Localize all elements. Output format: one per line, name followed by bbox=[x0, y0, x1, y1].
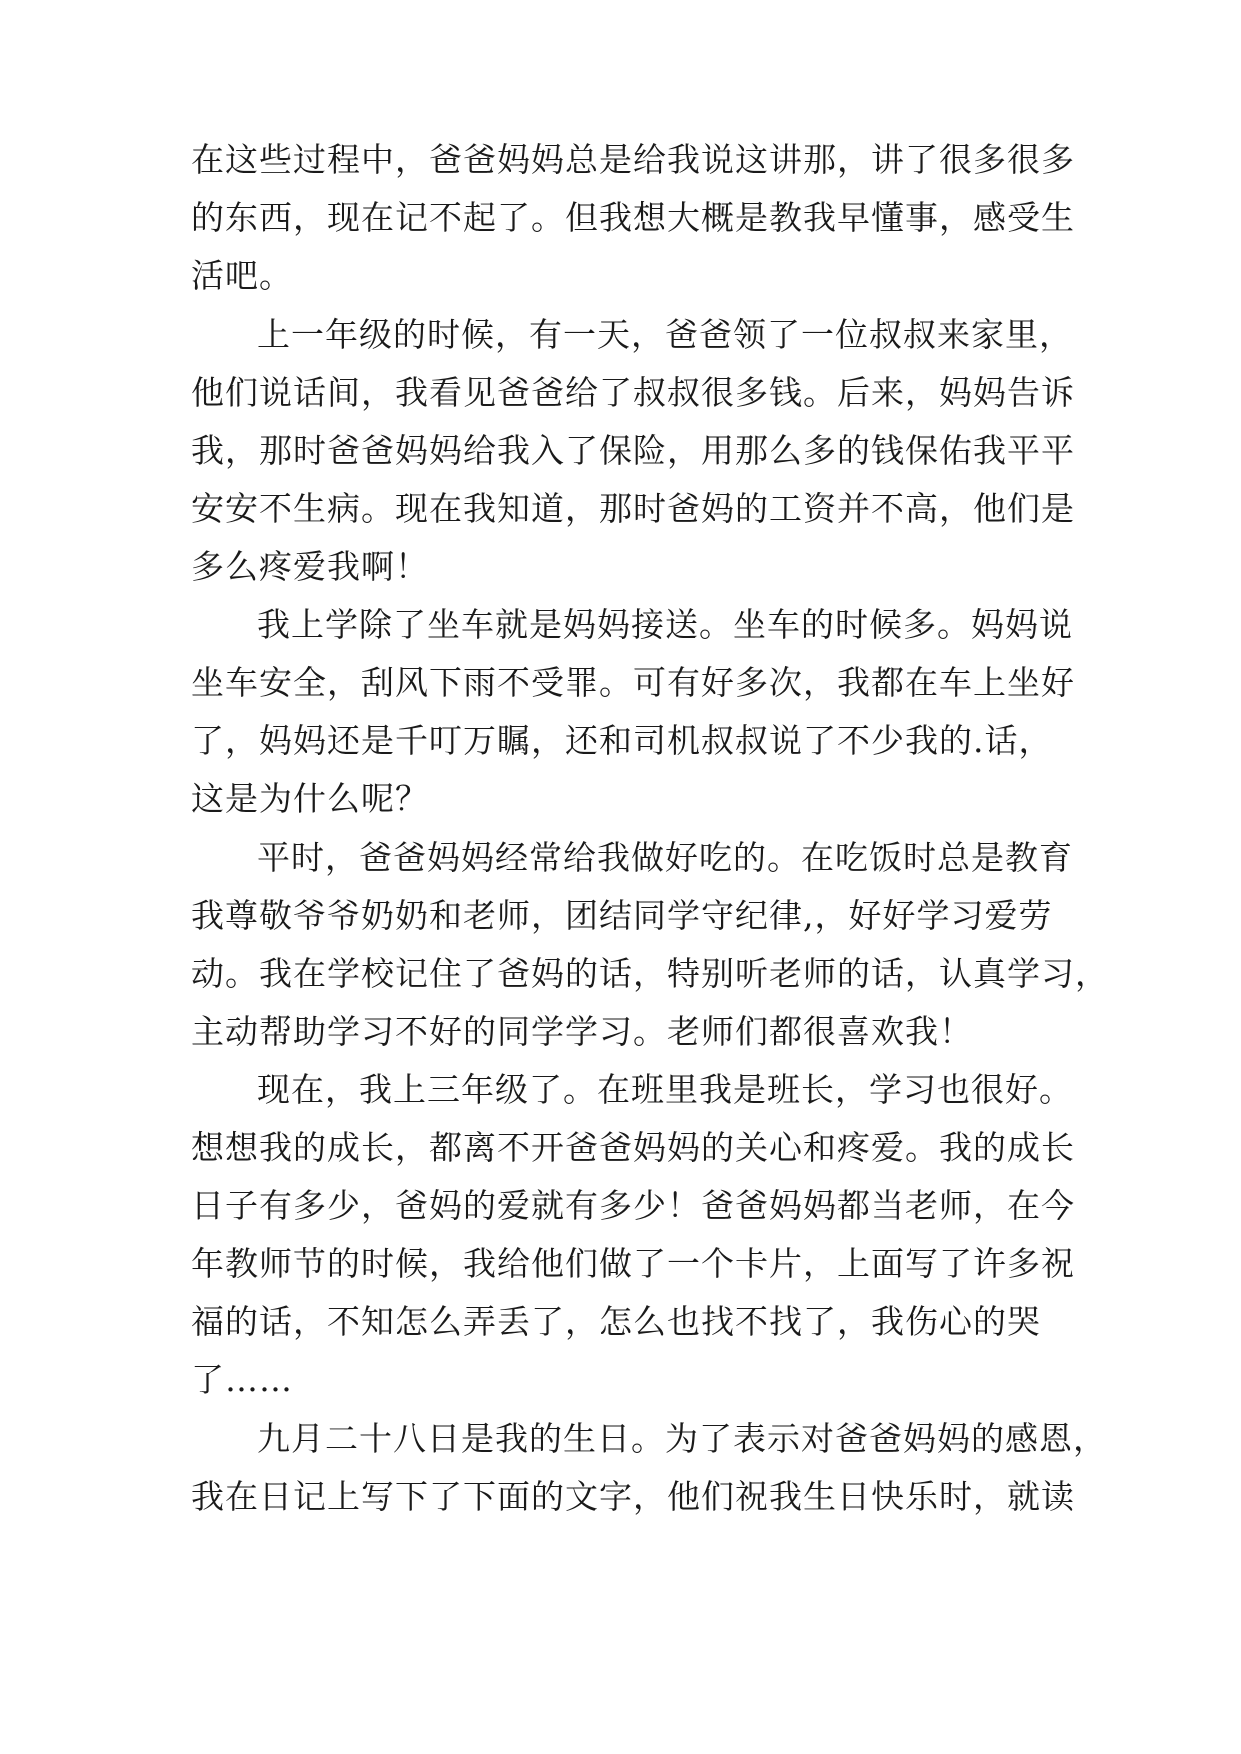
text-line: 安安不生病。现在我知道，那时爸妈的工资并不高，他们是 bbox=[191, 489, 1075, 528]
text-line: 在这些过程中，爸爸妈妈总是给我说这讲那，讲了很多很多 bbox=[191, 140, 1075, 179]
paragraph-start-line: 我上学除了坐车就是妈妈接送。坐车的时候多。妈妈说 bbox=[257, 605, 1073, 644]
text-line: 想想我的成长，都离不开爸爸妈妈的关心和疼爱。我的成长 bbox=[191, 1128, 1075, 1167]
paragraph-start-line: 现在，我上三年级了。在班里我是班长，学习也很好。 bbox=[257, 1070, 1073, 1109]
text-line: 这是为什么呢？ bbox=[191, 779, 429, 818]
text-line: 的东西，现在记不起了。但我想大概是教我早懂事，感受生 bbox=[191, 198, 1075, 237]
text-line: 主动帮助学习不好的同学学习。老师们都很喜欢我！ bbox=[191, 1012, 973, 1051]
text-line: 我，那时爸爸妈妈给我入了保险，用那么多的钱保佑我平平 bbox=[191, 431, 1075, 470]
text-line: 我尊敬爷爷奶奶和老师，团结同学守纪律,，好好学习爱劳 bbox=[191, 896, 1053, 935]
text-line: 年教师节的时候，我给他们做了一个卡片，上面写了许多祝 bbox=[191, 1244, 1075, 1283]
text-line: 多么疼爱我啊！ bbox=[191, 547, 429, 586]
text-line: 活吧。 bbox=[191, 256, 293, 295]
text-line: 福的话，不知怎么弄丢了，怎么也找不找了，我伤心的哭 bbox=[191, 1302, 1041, 1341]
text-line: 我在日记上写下了下面的文字，他们祝我生日快乐时，就读 bbox=[191, 1477, 1075, 1516]
text-line: 动。我在学校记住了爸妈的话，特别听老师的话，认真学习， bbox=[191, 954, 1109, 993]
paragraph-start-line: 平时，爸爸妈妈经常给我做好吃的。在吃饭时总是教育 bbox=[257, 838, 1073, 877]
text-line: 日子有多少，爸妈的爱就有多少！爸爸妈妈都当老师，在今 bbox=[191, 1186, 1075, 1225]
text-line: 坐车安全，刮风下雨不受罪。可有好多次，我都在车上坐好 bbox=[191, 663, 1075, 702]
paragraph-start-line: 上一年级的时候，有一天，爸爸领了一位叔叔来家里， bbox=[257, 315, 1073, 354]
text-line: 了…… bbox=[191, 1360, 293, 1399]
paragraph-start-line: 九月二十八日是我的生日。为了表示对爸爸妈妈的感恩， bbox=[257, 1419, 1107, 1458]
text-line: 他们说话间，我看见爸爸给了叔叔很多钱。后来，妈妈告诉 bbox=[191, 373, 1075, 412]
text-line: 了，妈妈还是千叮万瞩，还和司机叔叔说了不少我的.话， bbox=[191, 721, 1053, 760]
